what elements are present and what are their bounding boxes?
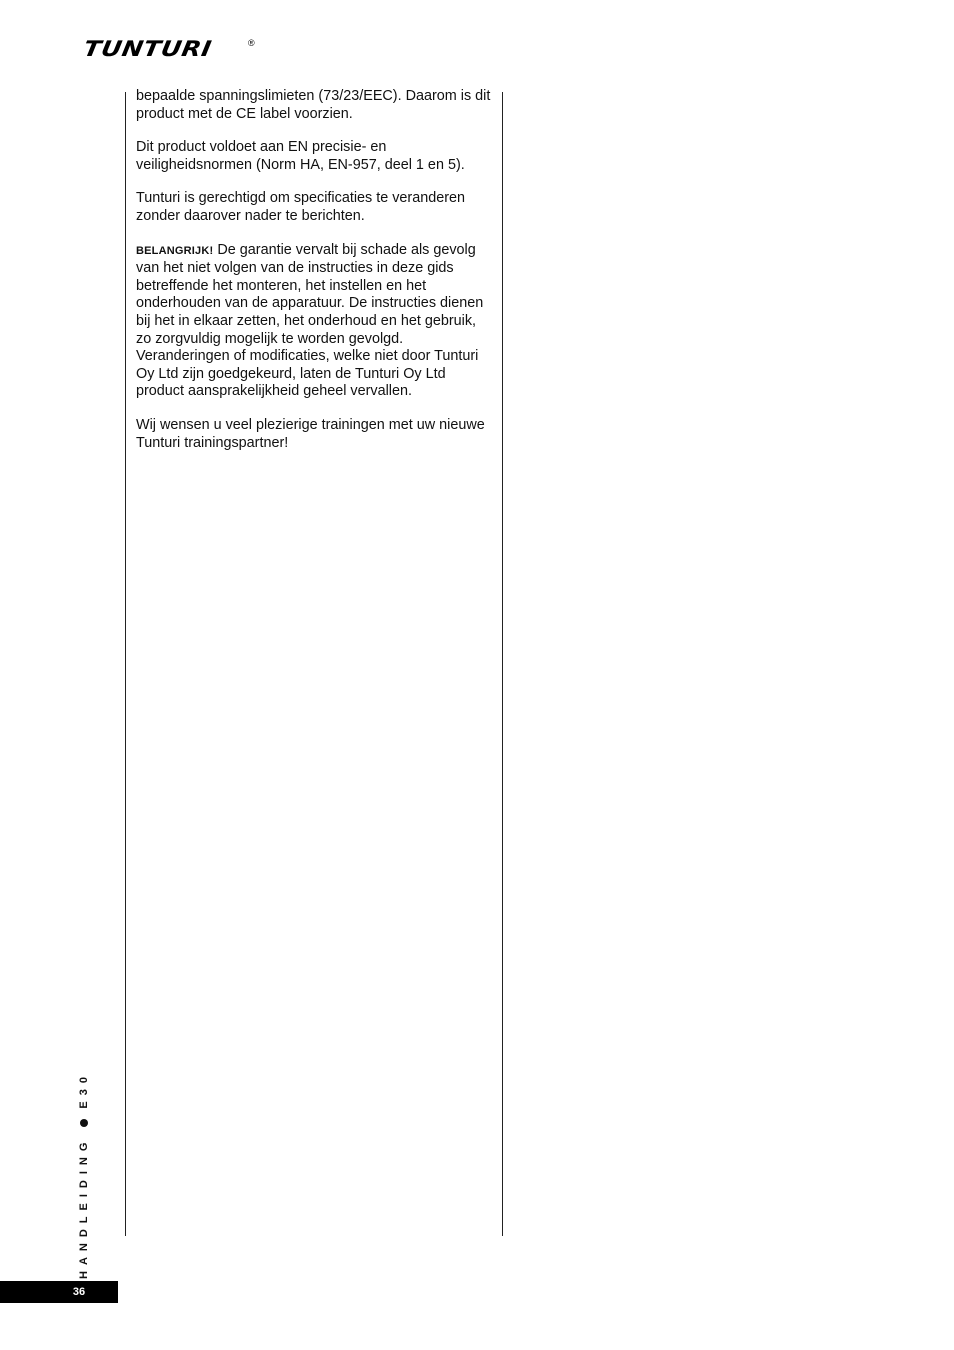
bullet-dot-icon	[80, 1119, 88, 1127]
paragraph-ce-label: bepaalde spanningslimieten (73/23/EEC). Daarom is dit product met de CE label voorzien.	[136, 88, 491, 122]
column-rule-right	[502, 92, 503, 1236]
paragraph-warranty	[136, 242, 492, 401]
side-label	[78, 1071, 90, 1279]
paragraph-en-norms: Dit product voldoet aan EN precisie- en veiligheidsnormen (Norm HA, EN-957, deel 1 en 5).	[136, 139, 465, 173]
page-number: 36	[72, 1286, 86, 1298]
column-rule-left	[125, 92, 126, 1236]
warranty-text: De garantie vervalt bij schade als gevolg van het niet volgen van de instructies in deze gids betreffende het monteren, het instellen en het onderhouden van de apparatuur. De instructies dienen bij het in elkaar zetten, het onderhoud en het gebruik, zo zorgvuldig mogelijk te worden gevolgd. Veranderingen of modificaties, welke niet door Tunturi Oy Ltd zijn goedgekeurd, laten de Tunturi Oy Ltd product aansprakelijkheid geheel vervallen.	[136, 241, 484, 400]
registered-mark: ®	[248, 38, 255, 48]
warranty-lead: BELANGRIJK!	[136, 244, 214, 257]
paragraph-specifications: Tunturi is gerechtigd om specificaties te veranderen zonder daarover nader te berichten.	[136, 190, 466, 224]
tunturi-logo: TUNTURI	[81, 36, 214, 61]
model-label: E30	[78, 1071, 90, 1109]
manual-label: HANDLEIDING	[78, 1136, 90, 1279]
paragraph-closing: Wij wensen u veel plezierige trainingen met uw nieuwe Tunturi trainingspartner!	[136, 416, 485, 451]
text-column	[136, 88, 492, 468]
page-number-box	[0, 1281, 118, 1303]
